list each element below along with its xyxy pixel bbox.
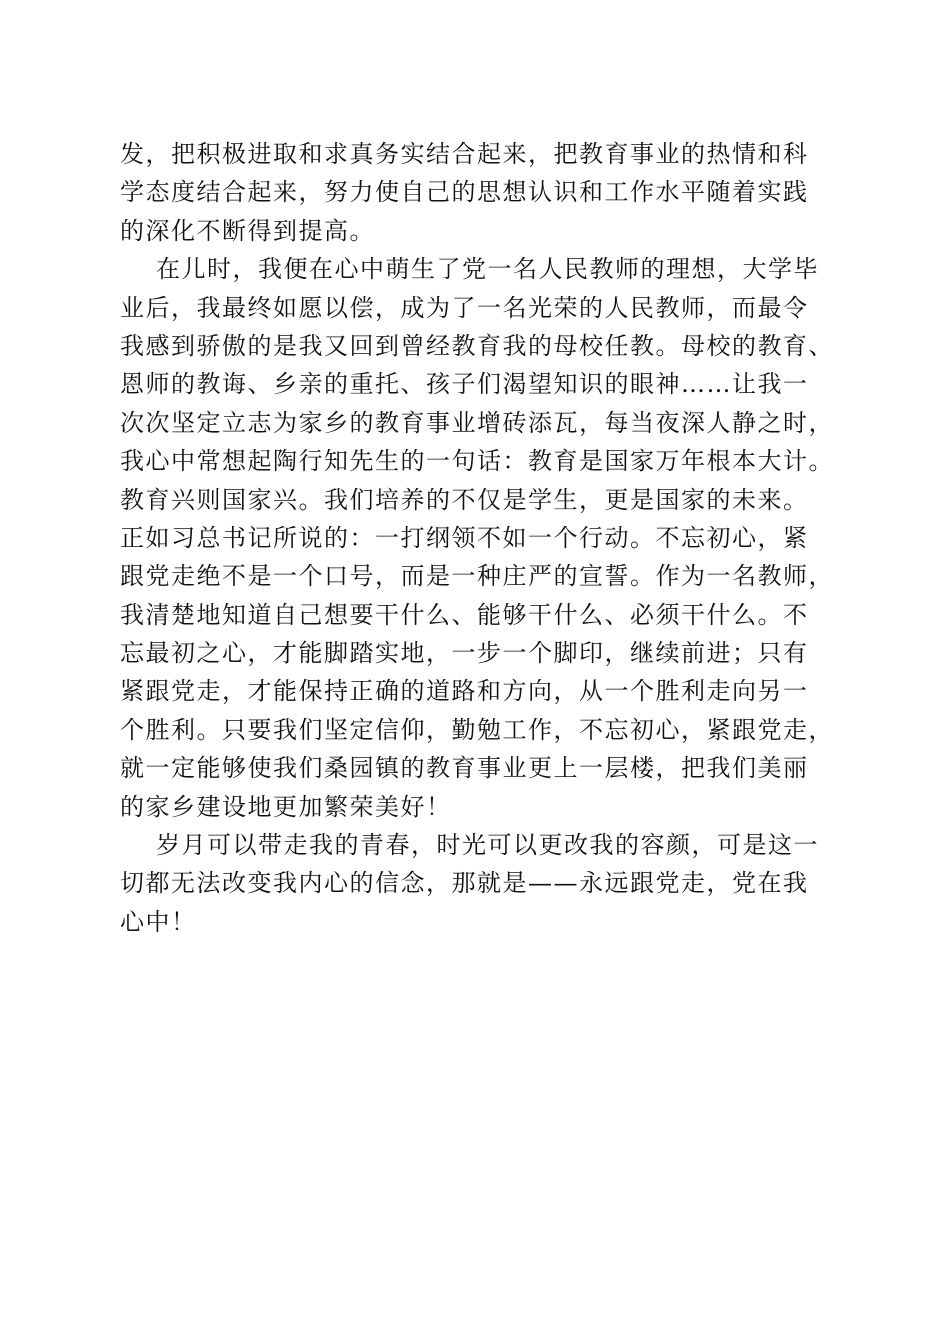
text-line: 的家乡建设地更加繁荣美好！ [120, 792, 452, 821]
text-line: 的深化不断得到提高。 [120, 216, 375, 245]
text-line: 正如习总书记所说的：一打纲领不如一个行动。不忘初心，紧 [120, 523, 809, 552]
text-line: 就一定能够使我们桑园镇的教育事业更上一层楼，把我们美丽 [120, 754, 809, 783]
text-line: 跟党走绝不是一个口号，而是一种庄严的宣誓。作为一名教师， [120, 562, 834, 591]
text-line: 我清楚地知道自己想要干什么、能够干什么、必须干什么。不 [120, 600, 809, 629]
text-line: 我心中常想起陶行知先生的一句话：教育是国家万年根本大计。 [120, 447, 834, 476]
text-line: 教育兴则国家兴。我们培养的不仅是学生，更是国家的未来。 [120, 485, 809, 514]
text-line: 忘最初之心，才能脚踏实地，一步一个脚印，继续前进；只有 [120, 639, 809, 668]
text-line: 切都无法改变我内心的信念，那就是——永远跟党走，党在我 [120, 869, 809, 898]
text-line: 个胜利。只要我们坚定信仰，勤勉工作，不忘初心，紧跟党走， [120, 715, 834, 744]
text-line: 我感到骄傲的是我又回到曾经教育我的母校任教。母校的教育、 [120, 331, 834, 360]
text-line: 恩师的教诲、乡亲的重托、孩子们渴望知识的眼神……让我一 [120, 370, 809, 399]
text-line: 次次坚定立志为家乡的教育事业增砖添瓦，每当夜深人静之时， [120, 408, 834, 437]
text-line: 业后，我最终如愿以偿，成为了一名光荣的人民教师，而最令 [120, 293, 809, 322]
text-line: 学态度结合起来，努力使自己的思想认识和工作水平随着实践 [120, 178, 809, 207]
paragraph-start-line: 岁月可以带走我的青春，时光可以更改我的容颜，可是这一 [156, 831, 819, 860]
text-line: 紧跟党走，才能保持正确的道路和方向，从一个胜利走向另一 [120, 677, 809, 706]
body-text [120, 135, 840, 941]
paragraph-start-line: 在儿时，我便在心中萌生了党一名人民教师的理想，大学毕 [156, 255, 819, 284]
text-line: 发，把积极进取和求真务实结合起来，把教育事业的热情和科 [120, 140, 809, 168]
text-line: 心中！ [120, 907, 197, 936]
